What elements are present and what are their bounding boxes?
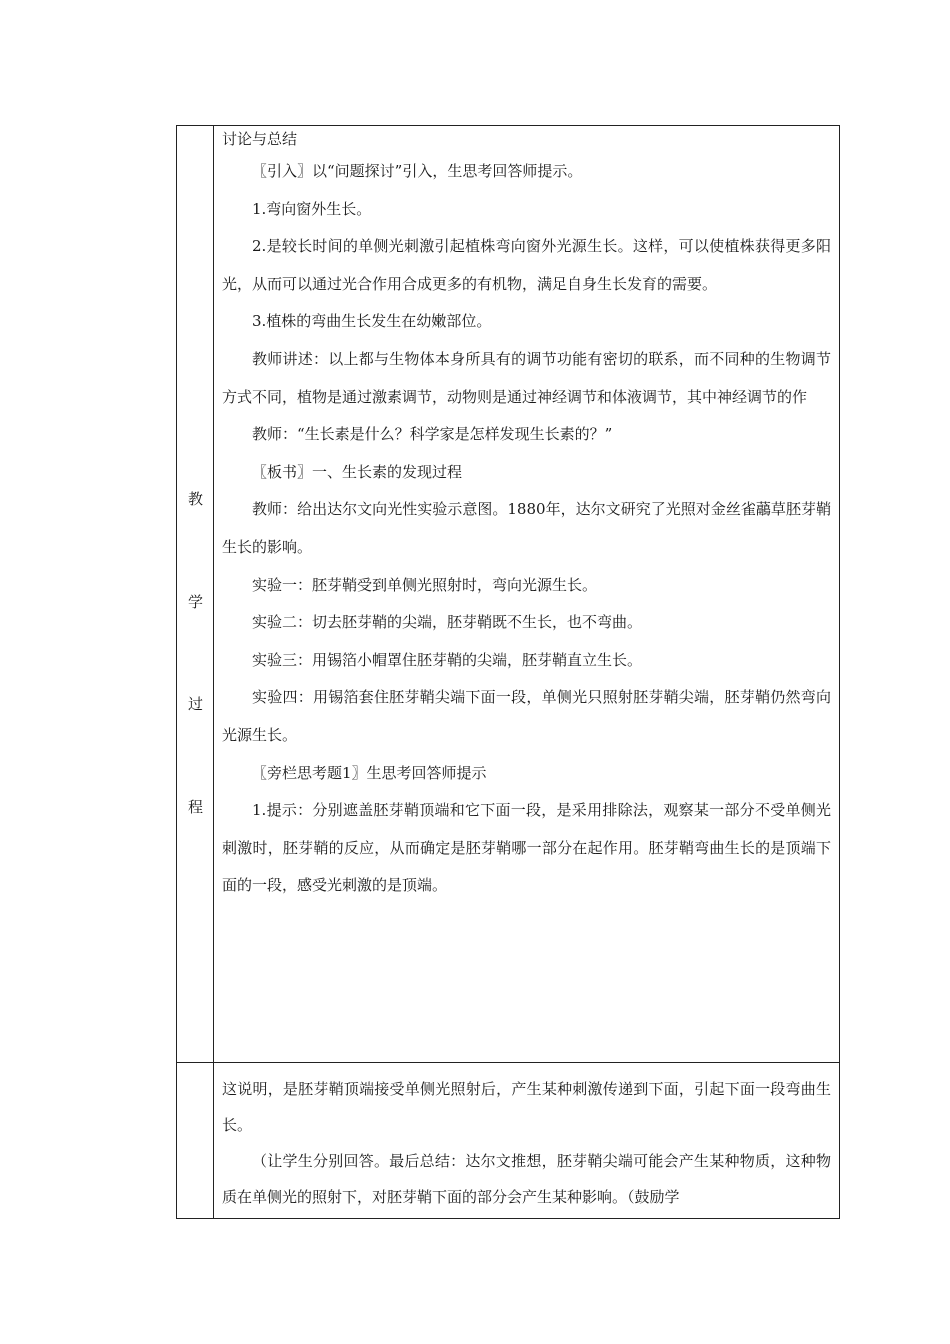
paragraph: 实验三：用锡箔小帽罩住胚芽鞘的尖端，胚芽鞘直立生长。 bbox=[252, 650, 643, 669]
paragraph: 〖旁栏思考题1〗生思考回答师提示 bbox=[252, 763, 487, 782]
lesson-table-process bbox=[176, 125, 840, 1063]
paragraph: 这说明，是胚芽鞘顶端接受单侧光照射后，产生某种刺激传递到下面，引起下面一段弯曲生长。 bbox=[222, 1080, 831, 1134]
paragraph: 教师：“生长素是什么？科学家是怎样发现生长素的？” bbox=[252, 425, 613, 444]
paragraph: 实验四：用锡箔套住胚芽鞘尖端下面一段，单侧光只照射胚芽鞘尖端，胚芽鞘仍然弯向光源生长。 bbox=[222, 688, 831, 744]
paragraph: 〖板书〗一、生长素的发现过程 bbox=[252, 462, 463, 481]
side-label-char: 程 bbox=[187, 798, 203, 816]
paragraph: 1.提示：分别遮盖胚芽鞘顶端和它下面一段，是采用排除法，观察某一部分不受单侧光刺激时，胚芽鞘的反应，从而确定是胚芽鞘哪一部分在起作用。胚芽鞘弯曲生长的是顶端下面的一段，感受光刺激的是顶端。 bbox=[222, 801, 831, 895]
section-heading: 讨论与总结 bbox=[222, 130, 298, 148]
content-cell bbox=[214, 126, 839, 1062]
lesson-table-continued bbox=[176, 1062, 840, 1219]
paragraph: 3.植株的弯曲生长发生在幼嫩部位。 bbox=[252, 312, 492, 331]
paragraph: 实验一：胚芽鞘受到单侧光照射时，弯向光源生长。 bbox=[252, 575, 598, 594]
content-cell bbox=[214, 1063, 839, 1218]
paragraph: 教师讲述：以上都与生物体本身所具有的调节功能有密切的联系，而不同种的生物调节方式不同，植物是通过激素调节，动物则是通过神经调节和体液调节，其中神经调节的作 bbox=[222, 349, 831, 406]
side-label-char: 教 bbox=[187, 490, 203, 508]
paragraph: 〖引入〗以“问题探讨”引入，生思考回答师提示。 bbox=[252, 162, 583, 180]
side-label-column bbox=[177, 126, 214, 1062]
side-label-column bbox=[177, 1063, 214, 1218]
paragraph: 2.是较长时间的单侧光刺激引起植株弯向窗外光源生长。这样，可以使植株获得更多阳光，从而可以通过光合作用合成更多的有机物，满足自身生长发育的需要。 bbox=[222, 237, 831, 293]
side-label-char: 过 bbox=[187, 695, 203, 713]
paragraph: （让学生分别回答。最后总结：达尔文推想，胚芽鞘尖端可能会产生某种物质，这种物质在单侧光的照射下，对胚芽鞘下面的部分会产生某种影响。（鼓励学 bbox=[222, 1152, 831, 1206]
paragraph: 教师：给出达尔文向光性实验示意图。1880年，达尔文研究了光照对金丝雀虉草胚芽鞘生长的影响。 bbox=[222, 500, 831, 556]
paragraph: 1.弯向窗外生长。 bbox=[252, 199, 372, 218]
side-label-char: 学 bbox=[187, 593, 203, 611]
paragraph: 实验二：切去胚芽鞘的尖端，胚芽鞘既不生长，也不弯曲。 bbox=[252, 613, 643, 632]
